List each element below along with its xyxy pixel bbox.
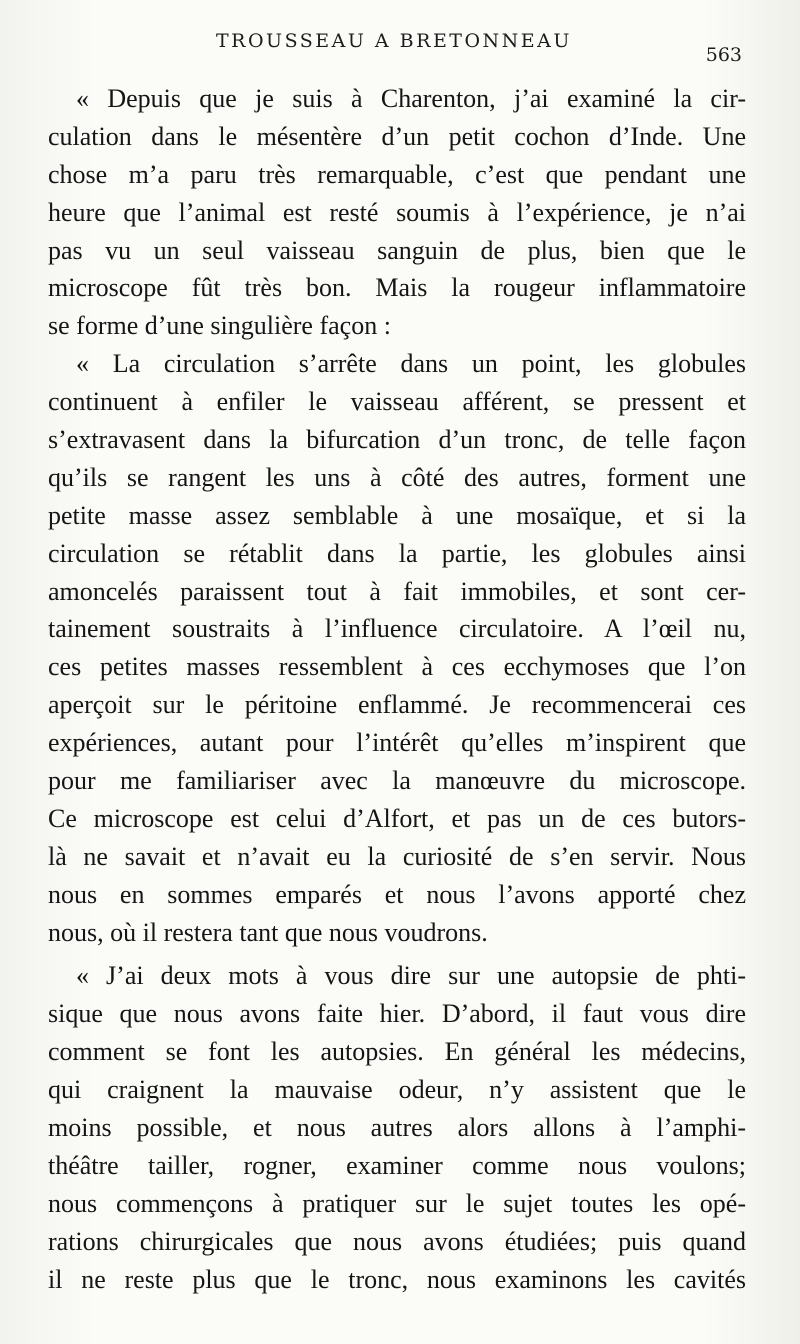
text-line: comment se font les autopsies. En général les médecins, (48, 1037, 746, 1067)
text-line: qu’ils se rangent les uns à côté des autres, forment une (48, 462, 746, 492)
text-line: heure que l’animal est resté soumis à l’expérience, je n’ai (48, 197, 746, 227)
text-line: qui craignent la mauvaise odeur, n’y assistent que le (48, 1075, 746, 1105)
text-line: continuent à enfiler le vaisseau afférent, se pressent et (48, 387, 746, 417)
text-line: microscope fût très bon. Mais la rougeur inflammatoire (48, 273, 746, 303)
text-line: pas vu un seul vaisseau sanguin de plus, bien que le (48, 235, 746, 265)
running-title: TROUSSEAU A BRETONNEAU (216, 30, 572, 52)
text-line: chose m’a paru très remarquable, c’est que pendant une (48, 159, 746, 189)
text-line: « Depuis que je suis à Charenton, j’ai examiné la cir- (76, 84, 746, 113)
text-line: pour me familiariser avec la manœuvre du microscope. (48, 766, 746, 796)
text-line: nous en sommes emparés et nous l’avons apporté chez (48, 879, 746, 909)
page-header (48, 30, 748, 66)
text-line: se forme d’une singulière façon : (48, 311, 391, 341)
text-line: culation dans le mésentère d’un petit cochon d’Inde. Une (48, 121, 746, 151)
body-text (48, 80, 746, 1299)
text-line: rations chirurgicales que nous avons étudiées; puis quand (48, 1226, 746, 1256)
text-line: « La circulation s’arrête dans un point, les globules (76, 349, 746, 379)
text-line: moins possible, et nous autres alors allons à l’amphi- (48, 1113, 746, 1143)
text-line: Ce microscope est celui d’Alfort, et pas un de ces butors- (48, 803, 746, 833)
text-line: théâtre tailler, rogner, examiner comme nous voulons; (48, 1150, 746, 1180)
text-line: petite masse assez semblable à une mosaïque, et si la (48, 500, 746, 530)
text-line: circulation se rétablit dans la partie, les globules ainsi (48, 538, 746, 568)
text-line: ces petites masses ressemblent à ces ecchymoses que l’on (48, 652, 746, 682)
text-line: « J’ai deux mots à vous dire sur une autopsie de phti- (76, 961, 746, 991)
text-line: aperçoit sur le péritoine enflammé. Je recommencerai ces (48, 690, 746, 720)
text-line: expériences, autant pour l’intérêt qu’elles m’inspirent que (48, 728, 746, 758)
page-number: 563 (705, 44, 742, 66)
text-line: il ne reste plus que le tronc, nous examinons les cavités (48, 1264, 746, 1294)
text-line: tainement soustraits à l’influence circulatoire. A l’œil nu, (48, 614, 746, 644)
text-line: sique que nous avons faite hier. D’abord, il faut vous dire (48, 999, 746, 1029)
text-line: nous commençons à pratiquer sur le sujet toutes les opé- (48, 1188, 746, 1218)
text-line: amoncelés paraissent tout à fait immobiles, et sont cer- (48, 576, 746, 606)
text-line: là ne savait et n’avait eu la curiosité de s’en servir. Nous (48, 841, 746, 871)
text-line: nous, où il restera tant que nous voudrons. (48, 917, 488, 947)
text-line: s’extravasent dans la bifurcation d’un tronc, de telle façon (48, 425, 746, 455)
